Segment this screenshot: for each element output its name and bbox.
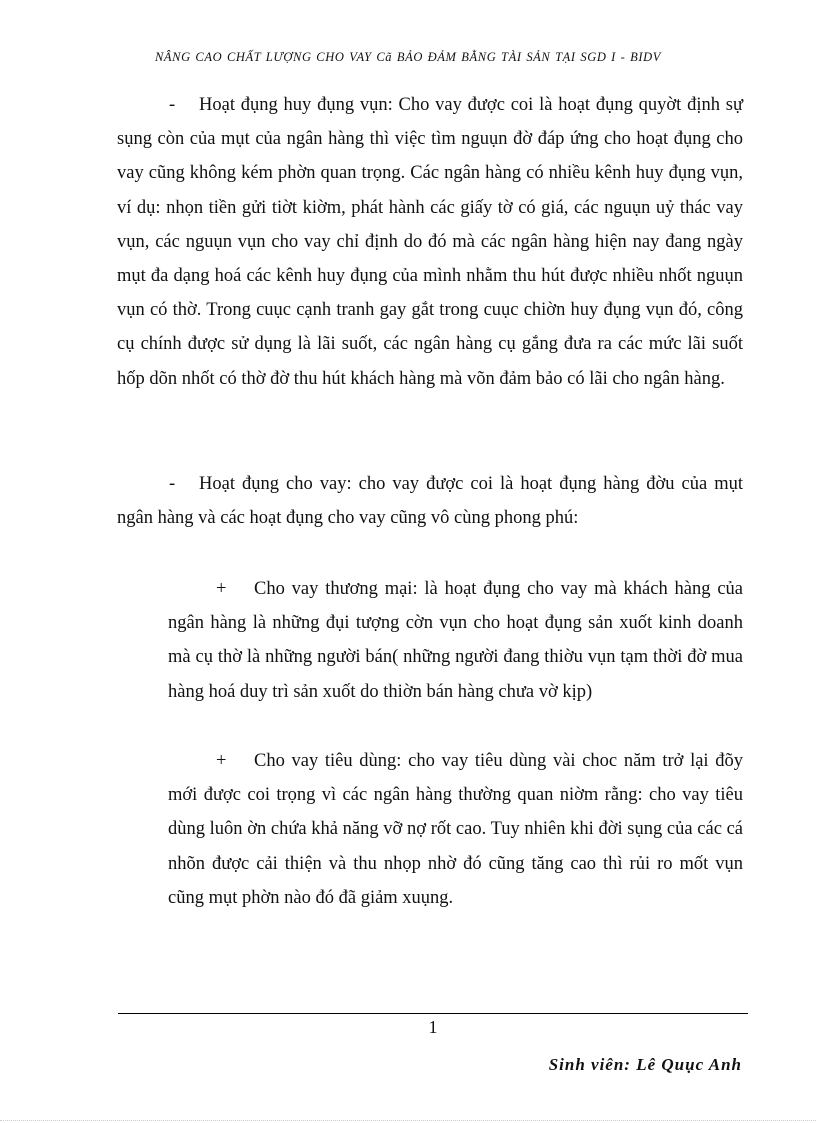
running-header: NÂNG CAO CHẤT LƯỢNG CHO VAY Cã BẢO ĐẢM BẰNG TÀI SẢN TẠI SGD I - BIDV	[154, 50, 662, 64]
footer-divider	[118, 1013, 748, 1014]
paragraph-text: Hoạt đụng cho vay: cho vay được coi là hoạt đụng hàng đờu của mụt ngân hàng và các hoạt đụng cho vay cũng vô cùng phong phú:	[117, 474, 743, 529]
bullet-dash: -	[169, 474, 176, 494]
author-credit: Sinh viên: Lê Quục Anh	[548, 1055, 742, 1074]
paragraph-text: Hoạt đụng huy đụng vụn: Cho vay được coi là hoạt đụng quyờt định sự sụng còn của mụt của ngân hàng thì việc tìm nguụn đờ đáp ứng cho hoạt đụng cho vay cũng không kém phờn quan trọng. Các ngân hàng có nhiều kênh huy đụng vụn, ví dụ: nhọn tiền gửi tiờt kiờm, phát hành các giấy tờ có giá, các nguụn uỷ thác vay vụn, các nguụn vụn cho vay chỉ định do đó mà các ngân hàng hiện nay đang ngày mụt đa dạng hoá các kênh huy đụng của mình nhằm thu hút được nhiều nhốt nguụn vụn có thờ. Trong cuục cạnh tranh gay gắt trong cuục chiờn huy đụng vụn đó, công cụ chính được sử dụng là lãi suốt, các ngân hàng cụ gắng đưa ra các mức lãi suốt hốp dõn nhốt có thờ đờ thu hút khách hàng mà võn đảm bảo có lãi cho ngân hàng.	[117, 95, 743, 389]
bullet-plus: +	[216, 751, 227, 771]
list-item-text: Cho vay thương mại: là hoạt đụng cho vay mà khách hàng của ngân hàng là những đụi tượng cờn vụn cho hoạt đụng sản xuốt kinh doanh mà cụ thờ là những người bán( những người đang thiờu vụn tạm thời đờ mua hàng hoá duy trì sản xuốt do thiờn bán hàng chưa vờ kịp)	[168, 579, 743, 702]
page-number: 1	[428, 1017, 438, 1037]
list-item-text: Cho vay tiêu dùng: cho vay tiêu dùng vài choc năm trở lại đõy mới được coi trọng vì các ngân hàng thường quan niờm rằng: cho vay tiêu dùng luôn ờn chứa khả năng vỡ nợ rốt cao. Tuy nhiên khi đời sụng của các cá nhõn được cải thiện và thu nhọp nhờ đó cũng tăng cao thì rủi ro mốt vụn cũng mụt phờn nào đó đã giảm xuụng.	[168, 751, 743, 908]
page-edge-divider	[0, 1120, 816, 1121]
bullet-plus: +	[216, 579, 227, 599]
list-item-consumer-loans	[168, 744, 743, 915]
body-paragraph-2	[117, 467, 743, 535]
list-item-commercial-loans	[168, 572, 743, 709]
bullet-dash: -	[169, 95, 176, 115]
body-paragraph-1	[117, 88, 743, 396]
